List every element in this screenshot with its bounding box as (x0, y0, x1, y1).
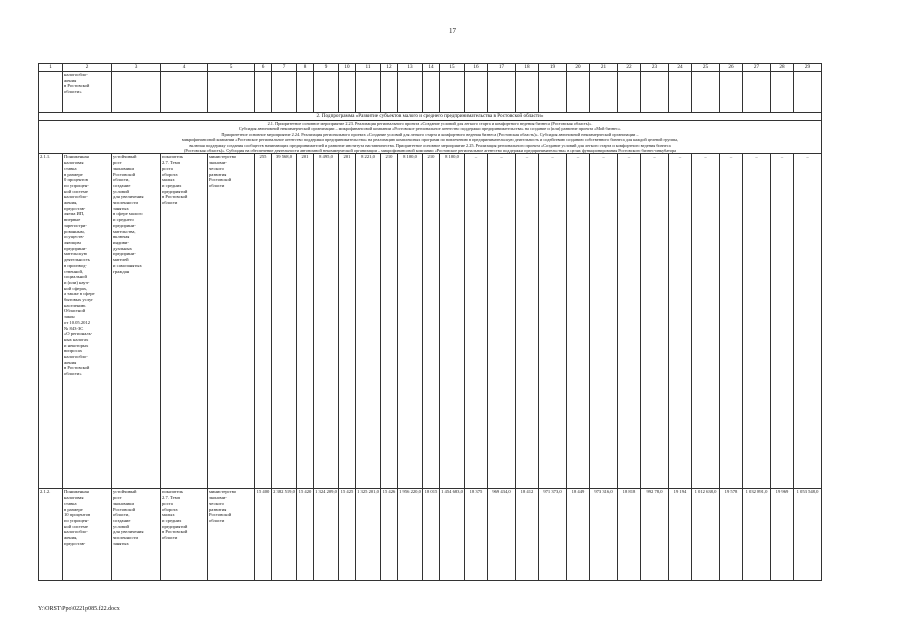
cell (272, 72, 297, 113)
row-name: Пониженная налоговая ставка в размере 10 процентов по упрощен- ной системе налогообло- жения, предостав- (63, 489, 112, 581)
value-cell: – (692, 154, 720, 489)
cell (314, 72, 339, 113)
cell (398, 72, 423, 113)
row-name: Пониженная налоговая ставка в размере 0 процентов по упрощен- ной системе налогообло- жения, предостав- ляема ИП, впервые зарегистри- рованным, осуществ- ляющим предприни- мательскую деятельность в производ- ственной, социальной и (или) науч- ной сферах, а также в сфере бытовых услуг населению. Областной закон от 10.05.2012 № 843-ЗС «О региональ- ных налогах и некоторых вопросах налогообло- жения в Ростовской области» (63, 154, 112, 489)
value-cell: 1 956 220,0 (398, 489, 423, 581)
value-cell: 18 015 (423, 489, 440, 581)
value-cell: 18 375 (465, 489, 488, 581)
cell (794, 72, 822, 113)
value-cell: 19 194 (669, 489, 692, 581)
cell (356, 72, 381, 113)
column-number: 18 (516, 64, 539, 72)
cell (720, 72, 743, 113)
column-number: 13 (398, 64, 423, 72)
cell (39, 72, 63, 113)
column-number: 3 (112, 64, 161, 72)
column-number: 21 (590, 64, 618, 72)
column-number: 29 (794, 64, 822, 72)
cell (440, 72, 465, 113)
cell (618, 72, 641, 113)
column-number: 27 (743, 64, 771, 72)
column-number: 1 (39, 64, 63, 72)
value-cell: 15 400 (255, 489, 272, 581)
cell (112, 72, 161, 113)
cell (692, 72, 720, 113)
value-cell: – (720, 154, 743, 489)
cell (771, 72, 794, 113)
value-cell: 8 100,0 (398, 154, 423, 489)
column-number: 10 (339, 64, 356, 72)
column-number: 17 (488, 64, 516, 72)
cell (539, 72, 567, 113)
value-cell: 39 568,0 (272, 154, 297, 489)
continuation-name-cell: налогообло- жения в Ростовской области» (63, 72, 112, 113)
section-title: 2. Подпрограмма «Развитие субъектов малого и среднего предпринимательства в Ростовской области» (39, 113, 822, 121)
cell (516, 72, 539, 113)
section-title-row (39, 113, 822, 121)
column-number: 9 (314, 64, 339, 72)
value-cell: 15 426 (381, 489, 398, 581)
value-cell: 2 382 519,0 (272, 489, 297, 581)
column-number: 15 (440, 64, 465, 72)
value-cell: – (567, 154, 590, 489)
column-number: 6 (255, 64, 272, 72)
cell (567, 72, 590, 113)
cell (161, 72, 208, 113)
cell (465, 72, 488, 113)
section-description-row (39, 121, 822, 154)
value-cell: 255 (255, 154, 272, 489)
column-number: 14 (423, 64, 440, 72)
row-goal: устойчивый рост экономики Ростовской области, создание условий для увеличения численности занятых в сфере малого и среднего предприни- мательства, включая индиви- дуальных предприни- мателей и самозанятых граждан (112, 154, 161, 489)
value-cell: – (743, 154, 771, 489)
column-number-row (39, 64, 822, 72)
value-cell: 1 324 209,0 (314, 489, 339, 581)
row-number: 2.1.1. (39, 154, 63, 489)
column-number: 2 (63, 64, 112, 72)
cell (297, 72, 314, 113)
column-number: 22 (618, 64, 641, 72)
column-number: 26 (720, 64, 743, 72)
column-number: 12 (381, 64, 398, 72)
continuation-row (39, 72, 822, 113)
cell (208, 72, 255, 113)
column-number: 7 (272, 64, 297, 72)
budget-table (38, 63, 822, 581)
page-number: 17 (449, 27, 456, 35)
value-cell: 1 053 548,0 (794, 489, 822, 581)
row-goal: устойчивый рост экономики Ростовской области, создание условий для увеличения численности занятых (112, 489, 161, 581)
footer-file-path: Y:\ORST\Ppo\0221p085.f22.docx (38, 606, 120, 612)
cell (488, 72, 516, 113)
column-number: 16 (465, 64, 488, 72)
column-number: 11 (356, 64, 381, 72)
value-cell: – (488, 154, 516, 489)
cell (339, 72, 356, 113)
column-number: 20 (567, 64, 590, 72)
section-description: 2.1. Приоритетное основное мероприятие 2.23. Реализация регионального проекта «Создание условий для легкого старта и комфортного ведения бизнеса (Ростовская область)». Субсидия автономной некоммерческой организации – микрофинансовой компании «Ростовское региональное агентство поддержки предпринимательства» на создание и (или) развитие проекта «Мой бизнес». Приоритетное основное мероприятие 2.24. Реализация регионального проекта «Создание условий для легкого старта и комфортного ведения бизнеса (Ростовская область)». Субсидия автономной некоммерческой организации – микрофинансовой компании «Ростовское региональное агентство поддержки предпринимательства» на реализацию комплексных программ по вовлечению в предпринимательскую деятельность и содействию созданию собственного бизнеса для каждой целевой группы, включая поддержку создания сообществ начинающих предпринимателей и развитие института наставничества. Приоритетное основное мероприятие 2.25. Реализация регионального проекта «Создание условий для легкого старта и комфортного ведения бизнеса (Ростовская область)». Субсидия на обеспечение деятельности автономной некоммерческой организации – микрофинансовой компании «Ростовское региональное агентство поддержки предпринимательства» в целях функционирования Ростовского бизнес-инкубатора (39, 121, 822, 154)
value-cell: 8 100,0 (440, 154, 465, 489)
column-number: 25 (692, 64, 720, 72)
value-cell: 973 316,0 (590, 489, 618, 581)
cell (255, 72, 272, 113)
value-cell: – (618, 154, 641, 489)
value-cell: – (794, 154, 822, 489)
value-cell: – (771, 154, 794, 489)
value-cell: – (539, 154, 567, 489)
value-cell: 201 (339, 154, 356, 489)
value-cell: – (590, 154, 618, 489)
value-cell: 1 325 201,0 (356, 489, 381, 581)
value-cell: 969 434,0 (488, 489, 516, 581)
value-cell: 18 449 (567, 489, 590, 581)
column-number: 4 (161, 64, 208, 72)
value-cell: 971 373,0 (539, 489, 567, 581)
table-row (39, 489, 822, 581)
value-cell: – (669, 154, 692, 489)
value-cell: 15 425 (339, 489, 356, 581)
table-row (39, 154, 822, 489)
cell (423, 72, 440, 113)
row-indicator: показатель 2.7. Темп роста оборота малых и средних предприятий в Ростовской области (161, 154, 208, 489)
value-cell: 18 818 (618, 489, 641, 581)
value-cell: 992 78,0 (641, 489, 669, 581)
column-number: 5 (208, 64, 255, 72)
value-cell: 210 (423, 154, 440, 489)
value-cell: 15 420 (297, 489, 314, 581)
value-cell: 8 221,0 (356, 154, 381, 489)
value-cell: 1 032 891,0 (743, 489, 771, 581)
column-number: 19 (539, 64, 567, 72)
cell (381, 72, 398, 113)
value-cell: 19 578 (720, 489, 743, 581)
value-cell: – (641, 154, 669, 489)
value-cell: 8 495,0 (314, 154, 339, 489)
column-number: 24 (669, 64, 692, 72)
column-number: 23 (641, 64, 669, 72)
column-number: 28 (771, 64, 794, 72)
cell (641, 72, 669, 113)
value-cell: 210 (381, 154, 398, 489)
value-cell: 18 412 (516, 489, 539, 581)
row-indicator: показатель 2.7. Темп роста оборота малых и средних предприятий в Ростовской области (161, 489, 208, 581)
value-cell: – (516, 154, 539, 489)
value-cell: – (465, 154, 488, 489)
row-curator: министерство экономи- ческого развития Ростовской области (208, 154, 255, 489)
cell (669, 72, 692, 113)
row-curator: министерство экономи- ческого развития Ростовской области (208, 489, 255, 581)
cell (743, 72, 771, 113)
value-cell: 1 454 683,0 (440, 489, 465, 581)
column-number: 8 (297, 64, 314, 72)
value-cell: 19 969 (771, 489, 794, 581)
value-cell: 201 (297, 154, 314, 489)
cell (590, 72, 618, 113)
value-cell: 1 012 638,0 (692, 489, 720, 581)
row-number: 2.1.2. (39, 489, 63, 581)
